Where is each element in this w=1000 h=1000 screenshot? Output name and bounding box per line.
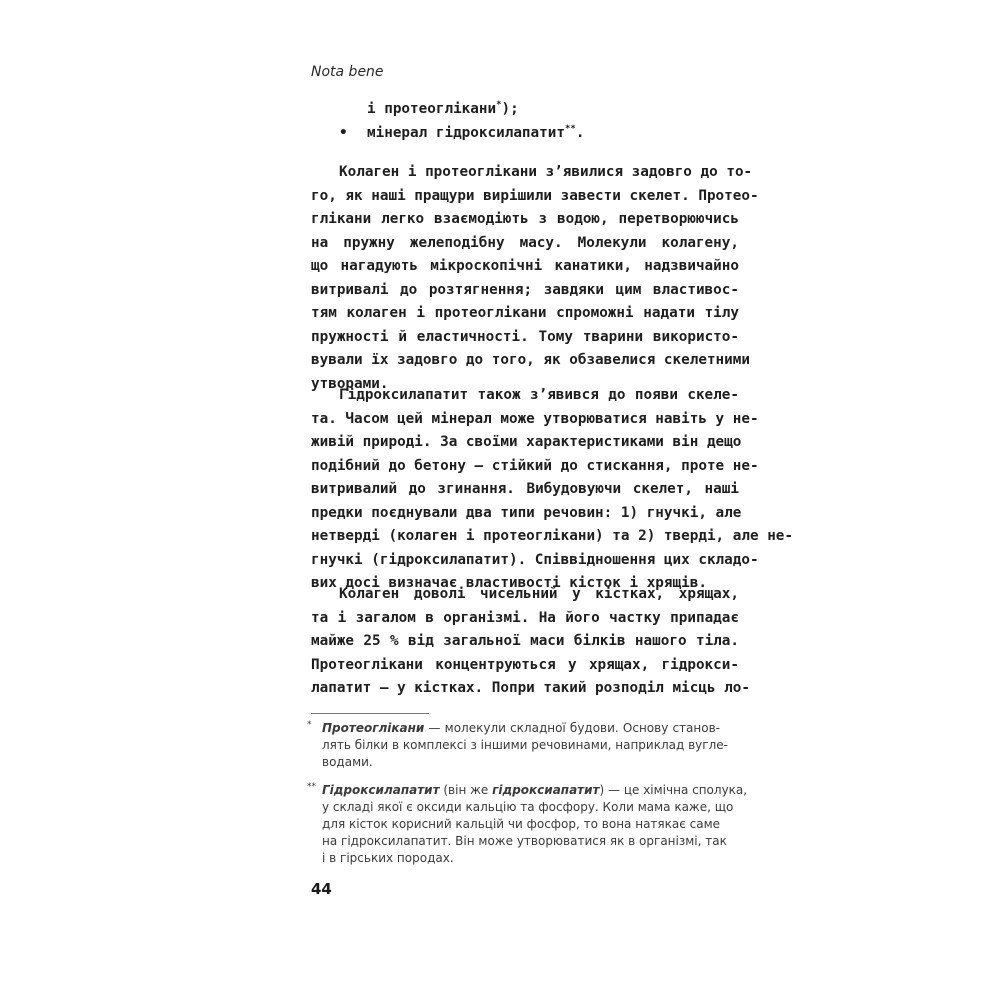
- footnote-divider: [311, 713, 429, 714]
- footnote-line: лять білки в комплексі з іншими речовинами, наприклад вугле-: [322, 738, 728, 752]
- paragraph-line: живій природі. За своїми характеристиками він дещо: [311, 434, 742, 450]
- paragraph-line: витривалий до згинання. Вибудовуючи скелет, наші: [311, 481, 739, 497]
- paragraph-line: нетверді (колаген і протеоглікани) та 2) тверді, але не-: [311, 528, 794, 544]
- paragraph-line: та. Часом цей мінерал може утворюватися навіть у не-: [311, 410, 759, 427]
- footnote-line: [322, 782, 748, 798]
- paragraph-line: Колаген доволі чисельний у кістках, хрящах,: [339, 586, 739, 602]
- footnote-term: Протеоглікани: [322, 721, 425, 735]
- list-line2-tail: .: [575, 125, 585, 141]
- footnote-term-alt: гідроксиапатит: [492, 783, 600, 797]
- paragraph-line: вих досі визначає властивості кісток і хрящів.: [311, 575, 707, 591]
- footnote-ref-2[interactable]: **: [564, 124, 576, 135]
- page-number: 44: [311, 880, 332, 898]
- paragraph-line: гнучкі (гідроксилапатит). Співвідношення цих складо-: [311, 551, 759, 568]
- running-header: Nota bene: [311, 64, 384, 80]
- paragraph-line: подібний до бетону — стійкий до стискання, проте не-: [311, 457, 759, 474]
- paragraph-line: лапатит — у кістках. Попри такий розподіл місць ло-: [311, 680, 750, 696]
- footnote-text: — молекули складної будови. Основу станов-: [424, 721, 720, 735]
- list-item-continuation: [367, 99, 519, 119]
- paragraph-line: майже 25 % від загальної маси білків нашого тіла.: [311, 633, 739, 649]
- footnote-1-mark: *: [307, 720, 312, 730]
- paragraph-line: на пружну желеподібну масу. Молекули колагену,: [311, 234, 739, 251]
- footnote-line: для кісток корисний кальцій чи фосфор, то вона натякає саме: [322, 817, 721, 831]
- footnote-line: і в гірських породах.: [322, 851, 454, 865]
- footnote-text: ) — це хімічна сполука,: [599, 783, 748, 797]
- footnote-2-mark: **: [307, 782, 316, 792]
- paragraph-line: утворами.: [311, 375, 389, 392]
- list-line1-text: і протеоглікани: [367, 101, 497, 117]
- footnote-line: водами.: [322, 755, 373, 769]
- paragraph-line: Колаген і протеоглікани з’явилися задовго до то-: [339, 164, 753, 180]
- paragraph-line: Гідроксилапатит також з’явився до появи скеле-: [339, 387, 739, 403]
- paragraph-line: глікани легко взаємодіють з водою, перетворюючись: [311, 211, 739, 227]
- paragraph-line: Протеоглікани концентруються у хрящах, гідрокси-: [311, 656, 739, 673]
- list-item-text: [367, 123, 584, 143]
- list-line1-tail: );: [501, 101, 519, 117]
- footnote-term: Гідроксилапатит: [322, 783, 440, 797]
- footnote-text: (він же: [439, 783, 493, 797]
- footnote-line: на гідроксилапатит. Він може утворюватися як в організмі, так: [322, 834, 727, 848]
- footnote-line: [322, 720, 720, 736]
- paragraph-line: го, як наші пращури вирішили завести скелет. Протео-: [311, 187, 759, 204]
- paragraph-line: та і загалом в організмі. На його частку припадає: [311, 609, 739, 626]
- bullet-icon: •: [339, 125, 348, 141]
- paragraph-line: вували їх задовго до того, як обзавелися скелетними: [311, 352, 750, 368]
- list-item: [339, 123, 348, 143]
- footnote-line: у складі якої є оксиди кальцію та фосфору. Коли мама каже, що: [322, 800, 734, 814]
- list-line2-text: мінерал гідроксилапатит: [367, 125, 565, 141]
- paragraph-line: тям колаген і протеоглікани спроможні надати тілу: [311, 305, 739, 321]
- paragraph-line: що нагадують мікроскопічні канатики, надзвичайно: [311, 258, 739, 274]
- paragraph-line: витривалі до розтягнення; завдяки цим властивос-: [311, 281, 739, 298]
- paragraph-line: пружності й еластичності. Тому тварини використо-: [311, 328, 739, 345]
- paragraph-line: предки поєднували два типи речовин: 1) гнучкі, але: [311, 504, 742, 521]
- footnote-ref-1[interactable]: *: [496, 100, 502, 111]
